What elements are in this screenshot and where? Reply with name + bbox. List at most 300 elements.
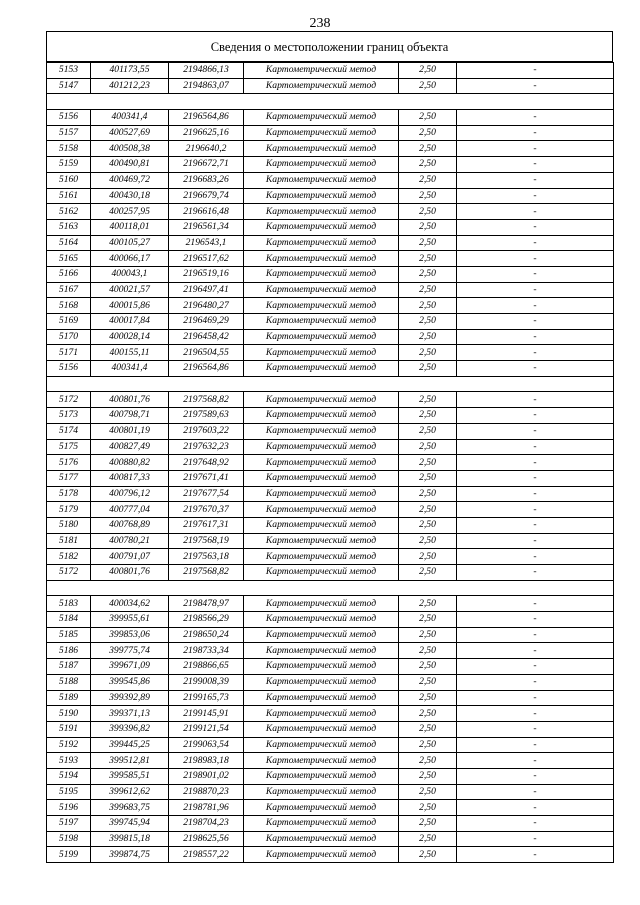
table-row — [47, 565, 614, 581]
method-cell: Картометрический метод — [244, 800, 399, 816]
accuracy-cell: 2,50 — [399, 753, 457, 769]
y-coordinate-cell: 2197677,54 — [169, 486, 244, 502]
method-cell: Картометрический метод — [244, 470, 399, 486]
accuracy-cell: 2,50 — [399, 329, 457, 345]
method-cell: Картометрический метод — [244, 361, 399, 377]
y-coordinate-cell: 2197568,82 — [169, 565, 244, 581]
table-row — [47, 345, 614, 361]
table-row — [47, 455, 614, 471]
method-cell: Картометрический метод — [244, 517, 399, 533]
x-coordinate-cell: 400780,21 — [91, 533, 169, 549]
method-cell: Картометрический метод — [244, 172, 399, 188]
description-cell: - — [457, 768, 614, 784]
method-cell: Картометрический метод — [244, 847, 399, 863]
accuracy-cell: 2,50 — [399, 768, 457, 784]
x-coordinate-cell: 400508,38 — [91, 141, 169, 157]
table-row — [47, 314, 614, 330]
table-row — [47, 329, 614, 345]
accuracy-cell: 2,50 — [399, 172, 457, 188]
method-cell: Картометрический метод — [244, 63, 399, 79]
point-number-cell: 5165 — [47, 251, 91, 267]
table-row — [47, 172, 614, 188]
point-number-cell: 5190 — [47, 706, 91, 722]
method-cell: Картометрический метод — [244, 345, 399, 361]
description-cell: - — [457, 361, 614, 377]
description-cell: - — [457, 470, 614, 486]
table-row — [47, 847, 614, 863]
y-coordinate-cell: 2196672,71 — [169, 157, 244, 173]
accuracy-cell: 2,50 — [399, 816, 457, 832]
method-cell: Картометрический метод — [244, 831, 399, 847]
y-coordinate-cell: 2196504,55 — [169, 345, 244, 361]
table-row — [47, 627, 614, 643]
table-row — [47, 721, 614, 737]
y-coordinate-cell: 2197671,41 — [169, 470, 244, 486]
accuracy-cell: 2,50 — [399, 627, 457, 643]
table-row — [47, 517, 614, 533]
x-coordinate-cell: 400827,49 — [91, 439, 169, 455]
x-coordinate-cell: 399745,94 — [91, 816, 169, 832]
group-separator-cell — [47, 376, 614, 392]
accuracy-cell: 2,50 — [399, 706, 457, 722]
point-number-cell: 5163 — [47, 219, 91, 235]
x-coordinate-cell: 400469,72 — [91, 172, 169, 188]
point-number-cell: 5164 — [47, 235, 91, 251]
method-cell: Картометрический метод — [244, 392, 399, 408]
coordinates-table-body — [47, 63, 614, 863]
group-separator-row — [47, 94, 614, 110]
method-cell: Картометрический метод — [244, 235, 399, 251]
accuracy-cell: 2,50 — [399, 690, 457, 706]
description-cell: - — [457, 847, 614, 863]
description-cell: - — [457, 408, 614, 424]
table-row — [47, 737, 614, 753]
group-separator-row — [47, 376, 614, 392]
accuracy-cell: 2,50 — [399, 298, 457, 314]
x-coordinate-cell: 400490,81 — [91, 157, 169, 173]
point-number-cell: 5182 — [47, 549, 91, 565]
accuracy-cell: 2,50 — [399, 282, 457, 298]
point-number-cell: 5195 — [47, 784, 91, 800]
table-row — [47, 502, 614, 518]
method-cell: Картометрический метод — [244, 596, 399, 612]
description-cell: - — [457, 141, 614, 157]
y-coordinate-cell: 2197603,22 — [169, 423, 244, 439]
method-cell: Картометрический метод — [244, 643, 399, 659]
group-separator-cell — [47, 94, 614, 110]
y-coordinate-cell: 2196616,48 — [169, 204, 244, 220]
method-cell: Картометрический метод — [244, 219, 399, 235]
accuracy-cell: 2,50 — [399, 470, 457, 486]
description-cell: - — [457, 251, 614, 267]
description-cell: - — [457, 565, 614, 581]
y-coordinate-cell: 2198983,18 — [169, 753, 244, 769]
x-coordinate-cell: 400034,62 — [91, 596, 169, 612]
table-row — [47, 784, 614, 800]
x-coordinate-cell: 400796,12 — [91, 486, 169, 502]
accuracy-cell: 2,50 — [399, 63, 457, 79]
accuracy-cell: 2,50 — [399, 784, 457, 800]
description-cell: - — [457, 235, 614, 251]
accuracy-cell: 2,50 — [399, 157, 457, 173]
x-coordinate-cell: 399585,51 — [91, 768, 169, 784]
accuracy-cell: 2,50 — [399, 612, 457, 628]
method-cell: Картометрический метод — [244, 204, 399, 220]
x-coordinate-cell: 401173,55 — [91, 63, 169, 79]
method-cell: Картометрический метод — [244, 706, 399, 722]
description-cell: - — [457, 674, 614, 690]
x-coordinate-cell: 400017,84 — [91, 314, 169, 330]
point-number-cell: 5188 — [47, 674, 91, 690]
method-cell: Картометрический метод — [244, 298, 399, 314]
description-cell: - — [457, 188, 614, 204]
accuracy-cell: 2,50 — [399, 251, 457, 267]
method-cell: Картометрический метод — [244, 251, 399, 267]
point-number-cell: 5169 — [47, 314, 91, 330]
y-coordinate-cell: 2199121,54 — [169, 721, 244, 737]
point-number-cell: 5173 — [47, 408, 91, 424]
accuracy-cell: 2,50 — [399, 314, 457, 330]
table-row — [47, 768, 614, 784]
x-coordinate-cell: 399396,82 — [91, 721, 169, 737]
y-coordinate-cell: 2196564,86 — [169, 110, 244, 126]
x-coordinate-cell: 400768,89 — [91, 517, 169, 533]
y-coordinate-cell: 2196543,1 — [169, 235, 244, 251]
method-cell: Картометрический метод — [244, 659, 399, 675]
accuracy-cell: 2,50 — [399, 392, 457, 408]
x-coordinate-cell: 400105,27 — [91, 235, 169, 251]
description-cell: - — [457, 721, 614, 737]
description-cell: - — [457, 125, 614, 141]
description-cell: - — [457, 737, 614, 753]
x-coordinate-cell: 400015,86 — [91, 298, 169, 314]
table-row — [47, 110, 614, 126]
y-coordinate-cell: 2199008,39 — [169, 674, 244, 690]
method-cell: Картометрический метод — [244, 125, 399, 141]
y-coordinate-cell: 2198650,24 — [169, 627, 244, 643]
accuracy-cell: 2,50 — [399, 125, 457, 141]
description-cell: - — [457, 282, 614, 298]
description-cell: - — [457, 455, 614, 471]
method-cell: Картометрический метод — [244, 110, 399, 126]
description-cell: - — [457, 329, 614, 345]
y-coordinate-cell: 2197632,23 — [169, 439, 244, 455]
description-cell: - — [457, 753, 614, 769]
x-coordinate-cell: 400791,07 — [91, 549, 169, 565]
table-row — [47, 612, 614, 628]
method-cell: Картометрический метод — [244, 816, 399, 832]
x-coordinate-cell: 399775,74 — [91, 643, 169, 659]
accuracy-cell: 2,50 — [399, 408, 457, 424]
accuracy-cell: 2,50 — [399, 643, 457, 659]
accuracy-cell: 2,50 — [399, 847, 457, 863]
method-cell: Картометрический метод — [244, 768, 399, 784]
point-number-cell: 5193 — [47, 753, 91, 769]
point-number-cell: 5191 — [47, 721, 91, 737]
table-row — [47, 470, 614, 486]
y-coordinate-cell: 2199165,73 — [169, 690, 244, 706]
table-row — [47, 63, 614, 79]
x-coordinate-cell: 400021,57 — [91, 282, 169, 298]
method-cell: Картометрический метод — [244, 784, 399, 800]
point-number-cell: 5156 — [47, 361, 91, 377]
description-cell: - — [457, 627, 614, 643]
point-number-cell: 5147 — [47, 78, 91, 94]
point-number-cell: 5176 — [47, 455, 91, 471]
table-row — [47, 800, 614, 816]
table-row — [47, 816, 614, 832]
description-cell: - — [457, 392, 614, 408]
accuracy-cell: 2,50 — [399, 110, 457, 126]
method-cell: Картометрический метод — [244, 674, 399, 690]
table-row — [47, 282, 614, 298]
description-cell: - — [457, 298, 614, 314]
point-number-cell: 5153 — [47, 63, 91, 79]
y-coordinate-cell: 2198566,29 — [169, 612, 244, 628]
table-row — [47, 219, 614, 235]
description-cell: - — [457, 800, 614, 816]
description-cell: - — [457, 345, 614, 361]
x-coordinate-cell: 399392,89 — [91, 690, 169, 706]
y-coordinate-cell: 2196679,74 — [169, 188, 244, 204]
point-number-cell: 5184 — [47, 612, 91, 628]
description-cell: - — [457, 63, 614, 79]
method-cell: Картометрический метод — [244, 549, 399, 565]
point-number-cell: 5175 — [47, 439, 91, 455]
point-number-cell: 5168 — [47, 298, 91, 314]
description-cell: - — [457, 502, 614, 518]
table-row — [47, 596, 614, 612]
point-number-cell: 5156 — [47, 110, 91, 126]
method-cell: Картометрический метод — [244, 486, 399, 502]
y-coordinate-cell: 2198625,56 — [169, 831, 244, 847]
y-coordinate-cell: 2198704,23 — [169, 816, 244, 832]
y-coordinate-cell: 2197617,31 — [169, 517, 244, 533]
point-number-cell: 5158 — [47, 141, 91, 157]
y-coordinate-cell: 2198557,22 — [169, 847, 244, 863]
x-coordinate-cell: 399671,09 — [91, 659, 169, 675]
accuracy-cell: 2,50 — [399, 455, 457, 471]
table-row — [47, 486, 614, 502]
y-coordinate-cell: 2196519,16 — [169, 266, 244, 282]
y-coordinate-cell: 2197563,18 — [169, 549, 244, 565]
method-cell: Картометрический метод — [244, 314, 399, 330]
page-number: 238 — [309, 16, 331, 31]
table-row — [47, 141, 614, 157]
y-coordinate-cell: 2197568,82 — [169, 392, 244, 408]
table-row — [47, 706, 614, 722]
description-cell: - — [457, 157, 614, 173]
point-number-cell: 5189 — [47, 690, 91, 706]
table-row — [47, 251, 614, 267]
method-cell: Картометрический метод — [244, 282, 399, 298]
description-cell: - — [457, 659, 614, 675]
description-cell: - — [457, 533, 614, 549]
description-cell: - — [457, 172, 614, 188]
accuracy-cell: 2,50 — [399, 721, 457, 737]
y-coordinate-cell: 2194863,07 — [169, 78, 244, 94]
y-coordinate-cell: 2196458,42 — [169, 329, 244, 345]
method-cell: Картометрический метод — [244, 329, 399, 345]
point-number-cell: 5194 — [47, 768, 91, 784]
x-coordinate-cell: 400118,01 — [91, 219, 169, 235]
method-cell: Картометрический метод — [244, 408, 399, 424]
y-coordinate-cell: 2196561,34 — [169, 219, 244, 235]
description-cell: - — [457, 439, 614, 455]
method-cell: Картометрический метод — [244, 690, 399, 706]
table-row — [47, 266, 614, 282]
point-number-cell: 5183 — [47, 596, 91, 612]
table-row — [47, 549, 614, 565]
method-cell: Картометрический метод — [244, 627, 399, 643]
point-number-cell: 5179 — [47, 502, 91, 518]
y-coordinate-cell: 2196497,41 — [169, 282, 244, 298]
x-coordinate-cell: 399371,13 — [91, 706, 169, 722]
y-coordinate-cell: 2197648,92 — [169, 455, 244, 471]
table-row — [47, 831, 614, 847]
table-row — [47, 753, 614, 769]
method-cell: Картометрический метод — [244, 455, 399, 471]
table-row — [47, 533, 614, 549]
y-coordinate-cell: 2196469,29 — [169, 314, 244, 330]
table-row — [47, 78, 614, 94]
x-coordinate-cell: 400798,71 — [91, 408, 169, 424]
point-number-cell: 5172 — [47, 565, 91, 581]
y-coordinate-cell: 2197568,19 — [169, 533, 244, 549]
accuracy-cell: 2,50 — [399, 235, 457, 251]
point-number-cell: 5161 — [47, 188, 91, 204]
accuracy-cell: 2,50 — [399, 361, 457, 377]
accuracy-cell: 2,50 — [399, 674, 457, 690]
accuracy-cell: 2,50 — [399, 800, 457, 816]
table-row — [47, 659, 614, 675]
table-row — [47, 157, 614, 173]
x-coordinate-cell: 400801,19 — [91, 423, 169, 439]
description-cell: - — [457, 314, 614, 330]
coordinates-table — [46, 62, 614, 863]
x-coordinate-cell: 399955,61 — [91, 612, 169, 628]
table-row — [47, 674, 614, 690]
x-coordinate-cell: 400801,76 — [91, 392, 169, 408]
y-coordinate-cell: 2199145,91 — [169, 706, 244, 722]
description-cell: - — [457, 517, 614, 533]
method-cell: Картометрический метод — [244, 612, 399, 628]
x-coordinate-cell: 400430,18 — [91, 188, 169, 204]
table-row — [47, 125, 614, 141]
x-coordinate-cell: 399545,86 — [91, 674, 169, 690]
description-cell: - — [457, 219, 614, 235]
description-cell: - — [457, 423, 614, 439]
section-title: Сведения о местоположении границ объекта — [46, 31, 613, 62]
accuracy-cell: 2,50 — [399, 565, 457, 581]
point-number-cell: 5172 — [47, 392, 91, 408]
method-cell: Картометрический метод — [244, 141, 399, 157]
accuracy-cell: 2,50 — [399, 737, 457, 753]
y-coordinate-cell: 2198781,96 — [169, 800, 244, 816]
point-number-cell: 5170 — [47, 329, 91, 345]
description-cell: - — [457, 612, 614, 628]
point-number-cell: 5167 — [47, 282, 91, 298]
y-coordinate-cell: 2196683,26 — [169, 172, 244, 188]
group-separator-cell — [47, 580, 614, 596]
y-coordinate-cell: 2198478,97 — [169, 596, 244, 612]
accuracy-cell: 2,50 — [399, 188, 457, 204]
method-cell: Картометрический метод — [244, 78, 399, 94]
table-row — [47, 204, 614, 220]
x-coordinate-cell: 400155,11 — [91, 345, 169, 361]
point-number-cell: 5159 — [47, 157, 91, 173]
accuracy-cell: 2,50 — [399, 596, 457, 612]
table-row — [47, 188, 614, 204]
accuracy-cell: 2,50 — [399, 439, 457, 455]
table-row — [47, 423, 614, 439]
description-cell: - — [457, 78, 614, 94]
accuracy-cell: 2,50 — [399, 831, 457, 847]
method-cell: Картометрический метод — [244, 439, 399, 455]
accuracy-cell: 2,50 — [399, 266, 457, 282]
x-coordinate-cell: 399512,81 — [91, 753, 169, 769]
accuracy-cell: 2,50 — [399, 549, 457, 565]
x-coordinate-cell: 400880,82 — [91, 455, 169, 471]
point-number-cell: 5160 — [47, 172, 91, 188]
method-cell: Картометрический метод — [244, 533, 399, 549]
table-row — [47, 690, 614, 706]
point-number-cell: 5199 — [47, 847, 91, 863]
x-coordinate-cell: 400527,69 — [91, 125, 169, 141]
x-coordinate-cell: 399683,75 — [91, 800, 169, 816]
point-number-cell: 5166 — [47, 266, 91, 282]
point-number-cell: 5171 — [47, 345, 91, 361]
y-coordinate-cell: 2198901,02 — [169, 768, 244, 784]
point-number-cell: 5181 — [47, 533, 91, 549]
accuracy-cell: 2,50 — [399, 345, 457, 361]
point-number-cell: 5187 — [47, 659, 91, 675]
table-row — [47, 361, 614, 377]
table-row — [47, 643, 614, 659]
table-row — [47, 439, 614, 455]
table-row — [47, 298, 614, 314]
accuracy-cell: 2,50 — [399, 78, 457, 94]
table-row — [47, 408, 614, 424]
accuracy-cell: 2,50 — [399, 486, 457, 502]
x-coordinate-cell: 400341,4 — [91, 361, 169, 377]
y-coordinate-cell: 2194866,13 — [169, 63, 244, 79]
description-cell: - — [457, 596, 614, 612]
accuracy-cell: 2,50 — [399, 423, 457, 439]
description-cell: - — [457, 549, 614, 565]
point-number-cell: 5178 — [47, 486, 91, 502]
y-coordinate-cell: 2198866,65 — [169, 659, 244, 675]
x-coordinate-cell: 400817,33 — [91, 470, 169, 486]
point-number-cell: 5198 — [47, 831, 91, 847]
table-row — [47, 392, 614, 408]
accuracy-cell: 2,50 — [399, 533, 457, 549]
description-cell: - — [457, 486, 614, 502]
point-number-cell: 5180 — [47, 517, 91, 533]
accuracy-cell: 2,50 — [399, 141, 457, 157]
x-coordinate-cell: 399445,25 — [91, 737, 169, 753]
x-coordinate-cell: 400257,95 — [91, 204, 169, 220]
x-coordinate-cell: 400028,14 — [91, 329, 169, 345]
method-cell: Картометрический метод — [244, 753, 399, 769]
description-cell: - — [457, 690, 614, 706]
description-cell: - — [457, 266, 614, 282]
description-cell: - — [457, 204, 614, 220]
table-row — [47, 235, 614, 251]
description-cell: - — [457, 706, 614, 722]
x-coordinate-cell: 400801,76 — [91, 565, 169, 581]
point-number-cell: 5157 — [47, 125, 91, 141]
